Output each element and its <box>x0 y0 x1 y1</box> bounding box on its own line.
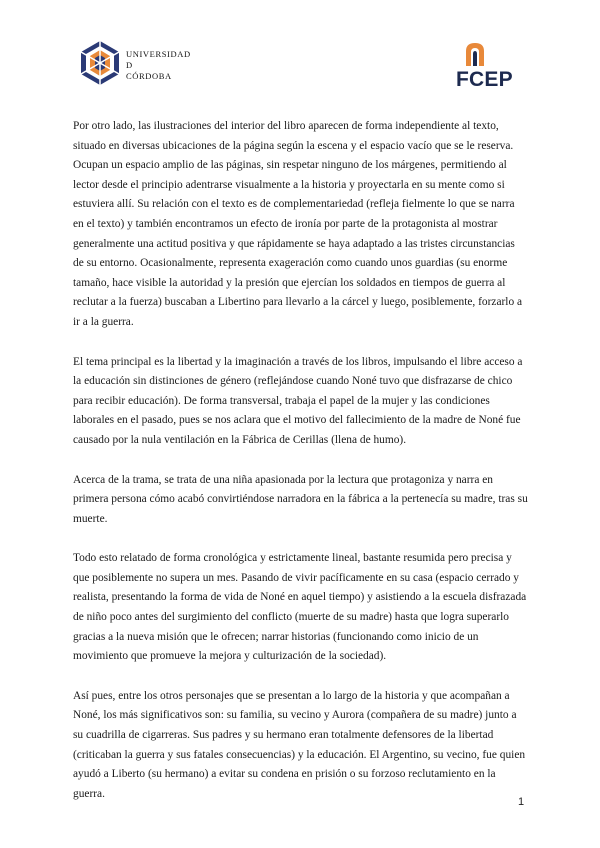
university-name <box>126 49 191 82</box>
page-number: 1 <box>518 796 525 808</box>
university-name-line3: CÓRDOBA <box>126 71 172 81</box>
paragraph-illustrations: Por otro lado, las ilustraciones del interior del libro aparecen de forma independiente al texto, situado en diversas ubicaciones de la página según la escena y el espacio vacío que se le reserva. Ocupan un espacio amplio de las páginas, sin respetar ninguno de los márgenes, permitiendo al lector desde el principio adentrarse visualmente a la historia y proyectarla en su mente como si estuviera allí. Su relación con el texto es de complementariedad (refleja fielmente lo que se narra en el texto) y también encontramos un efecto de ironía por parte de la protagonista al mostrar generalmente una actitud positiva y que rápidamente se haya adaptado a las tristes circunstancias de su entorno. Ocasionalmente, representa exageración como cuando unos guardias (su enorme tamaño, hace visible la autoridad y la presión que ejercían los soldados en tiempos de guerra al reclutar a la fuerza) buscaban a Libertino para llevarlo a la cárcel y luego, posiblemente, forzarlo a ir a la guerra. <box>73 120 523 328</box>
paragraph-plot: Acerca de la trama, se trata de una niña apasionada por la lectura que protagoniza y narra en primera persona cómo acabó convirtiéndose narradora en la fábrica a la pertenecía su madre, tras su muerte. <box>73 473 528 525</box>
paragraph-theme: El tema principal es la libertad y la imaginación a través de los libros, impulsando el libre acceso a la educación sin distinciones de género (reflejándose cuando Noné tuvo que disfrazarse de chico para recibir educación). De forma transversal, trabaja el papel de la mujer y las condiciones laborales en el pasado, pues se nos aclara que el motivo del fallecimiento de la madre de Noné fue causado por la nula ventilación en la Fábrica de Cerillas (llena de humo). <box>73 355 523 446</box>
paragraph-characters: Así pues, entre los otros personajes que se presentan a lo largo de la historia y que acompañan a Noné, los más significativos son: su familia, su vecino y Aurora (compañera de su madre) junto a su cuadrilla de cigarreras. Sus padres y su hermano eran totalmente defensores de la libertad (criticaban la guerra y sus fatales consecuencias) y la educación. El Argentino, su vecino, fue quien ayudó a Liberto (su hermano) a evitar su condena en prisión o su forzoso reclutamiento en la guerra. <box>73 689 526 800</box>
document-body <box>73 117 528 824</box>
university-name-line2: D <box>126 60 133 70</box>
university-logo <box>79 40 189 90</box>
university-name-line1: UNIVERSIDAD <box>126 49 191 59</box>
uco-star-logo-icon <box>79 40 121 86</box>
fcep-arch-logo-icon <box>463 41 487 66</box>
paragraph-structure: Todo esto relatado de forma cronológica y estrictamente lineal, bastante resumida pero precisa y que posiblemente no supera un mes. Pasando de vivir pacíficamente en su casa (espacio cerrado y realista, presentando la forma de vida de Noné en aquel tiempo) y asistiendo a la escuela disfrazada de niño poco antes del surgimiento del conflicto (muerte de su madre) hasta que logra superarlo gracias a la nueva misión que le ofrecen; narrar historias (funcionando como inicio de un movimiento que promueve la mejora y culturización de la sociedad). <box>73 552 527 663</box>
faculty-acronym: FCEP <box>456 68 513 91</box>
faculty-logo <box>456 41 513 93</box>
